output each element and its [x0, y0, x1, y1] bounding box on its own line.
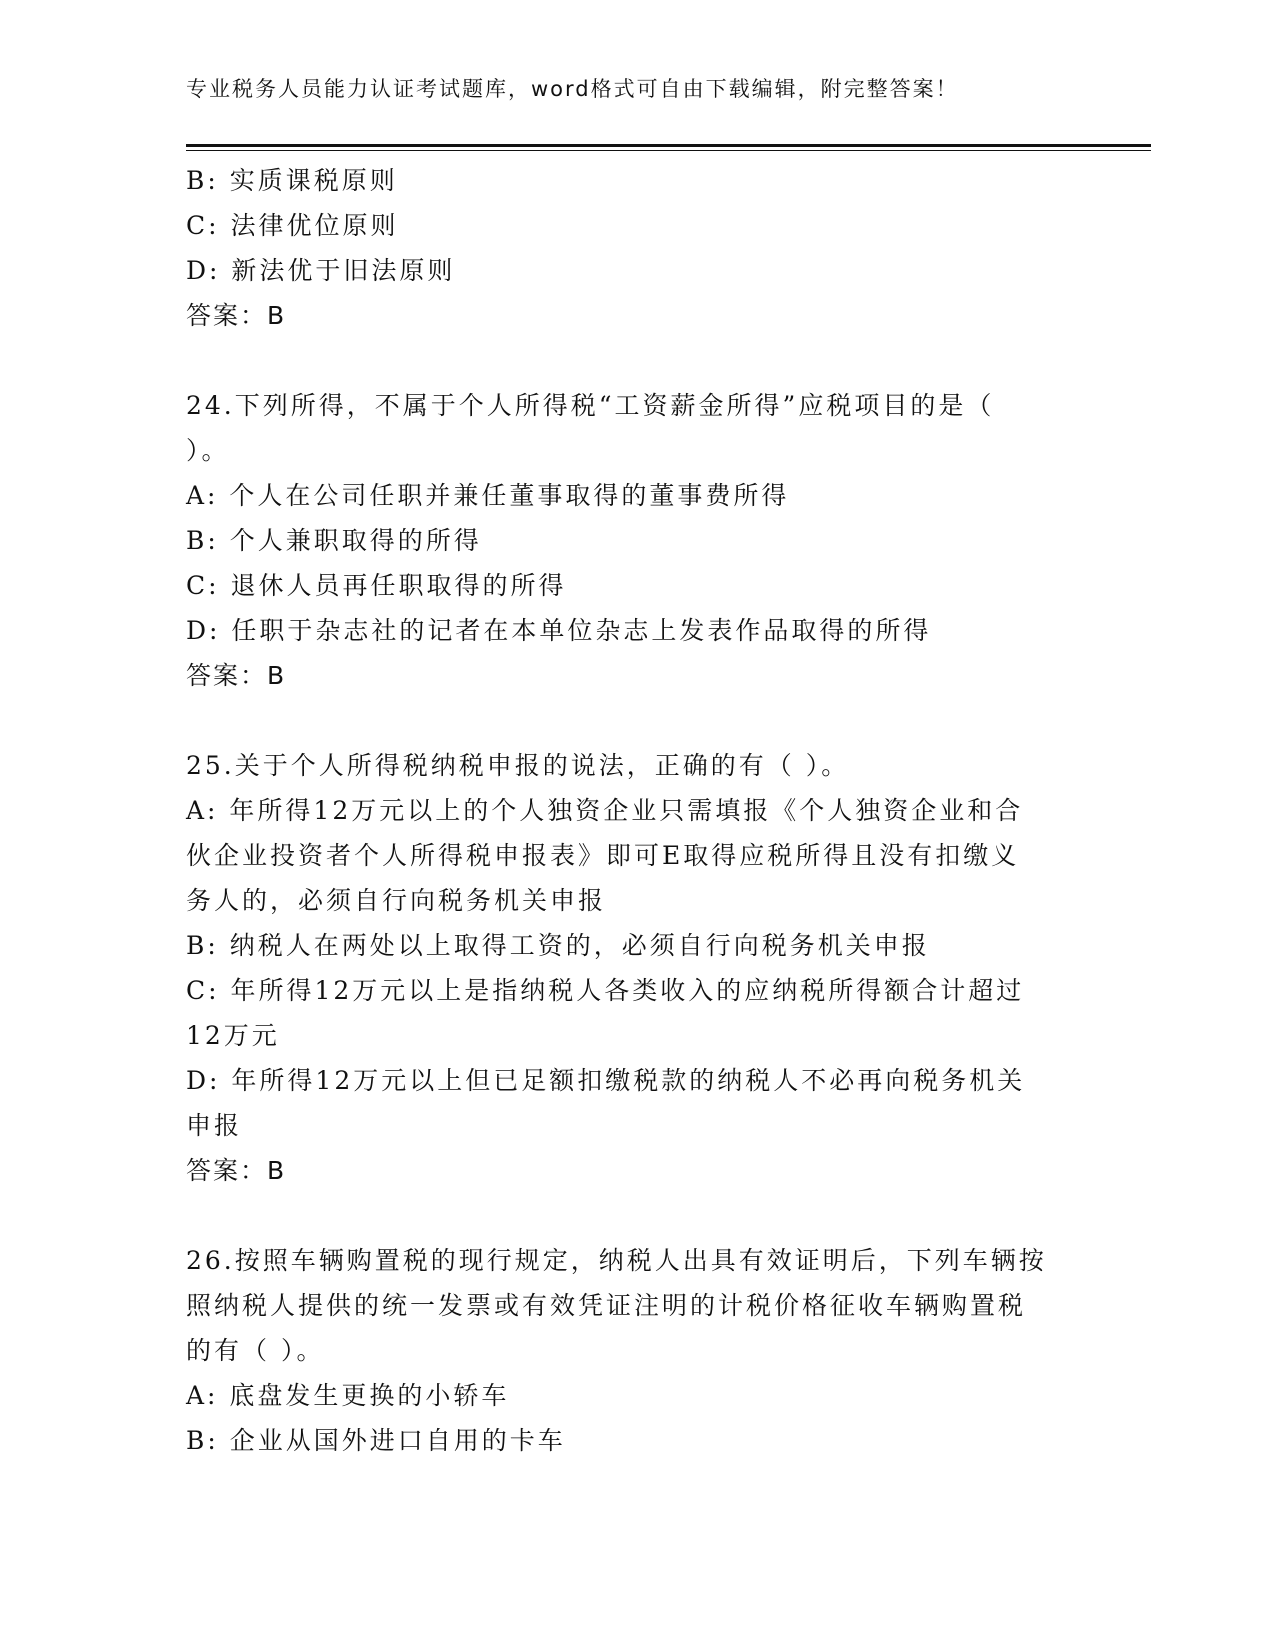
header-rule-thick: [186, 144, 1151, 147]
option-a: A: 个人在公司任职并兼任董事取得的董事费所得: [186, 481, 790, 510]
option-d: D: 年所得12万元以上但已足额扣缴税款的纳税人不必再向税务机关: [186, 1066, 1026, 1095]
option-b: B: 个人兼职取得的所得: [186, 526, 482, 555]
option-c: C: 年所得12万元以上是指纳税人各类收入的应纳税所得额合计超过: [186, 976, 1025, 1005]
option-a-cont: 务人的，必须自行向税务机关申报: [186, 886, 607, 915]
option-d: D: 任职于杂志社的记者在本单位杂志上发表作品取得的所得: [186, 616, 932, 645]
option-b: B: 纳税人在两处以上取得工资的，必须自行向税务机关申报: [186, 931, 930, 960]
option-a: A: 年所得12万元以上的个人独资企业只需填报《个人独资企业和合: [186, 796, 1024, 825]
option-d-cont: 申报: [186, 1111, 243, 1140]
paragraph-gap: [186, 338, 1086, 383]
question-26-cont: 的有（ ）。: [186, 1336, 325, 1365]
page-header: 专业税务人员能力认证考试题库，word格式可自由下载编辑，附完整答案！: [186, 77, 959, 101]
option-a: A: 底盘发生更换的小轿车: [186, 1381, 510, 1410]
option-c: C: 退休人员再任职取得的所得: [186, 571, 567, 600]
option-d: D: 新法优于旧法原则: [186, 256, 456, 285]
question-26: 26.按照车辆购置税的现行规定，纳税人出具有效证明后，下列车辆按: [186, 1246, 1047, 1275]
option-b: B: 实质课税原则: [186, 166, 398, 195]
option-a-cont: 伙企业投资者个人所得税申报表》即可E取得应税所得且没有扣缴义: [186, 841, 1020, 870]
answer: 答案：B: [186, 661, 287, 690]
option-b: B: 企业从国外进口自用的卡车: [186, 1426, 566, 1455]
question-24-cont: ）。: [186, 436, 230, 465]
question-25: 25.关于个人所得税纳税申报的说法，正确的有（ ）。: [186, 751, 850, 780]
option-c: C: 法律优位原则: [186, 211, 399, 240]
answer: 答案：B: [186, 301, 287, 330]
question-26-cont: 照纳税人提供的统一发票或有效凭证注明的计税价格征收车辆购置税: [186, 1291, 1027, 1320]
answer: 答案：B: [186, 1156, 287, 1185]
paragraph-gap: [186, 1193, 1086, 1238]
document-body: [186, 158, 1086, 1463]
paragraph-gap: [186, 698, 1086, 743]
header-rule-thin: [186, 150, 1151, 151]
option-c-cont: 12万元: [186, 1021, 280, 1050]
question-24: 24.下列所得，不属于个人所得税“工资薪金所得”应税项目的是（: [186, 391, 995, 420]
